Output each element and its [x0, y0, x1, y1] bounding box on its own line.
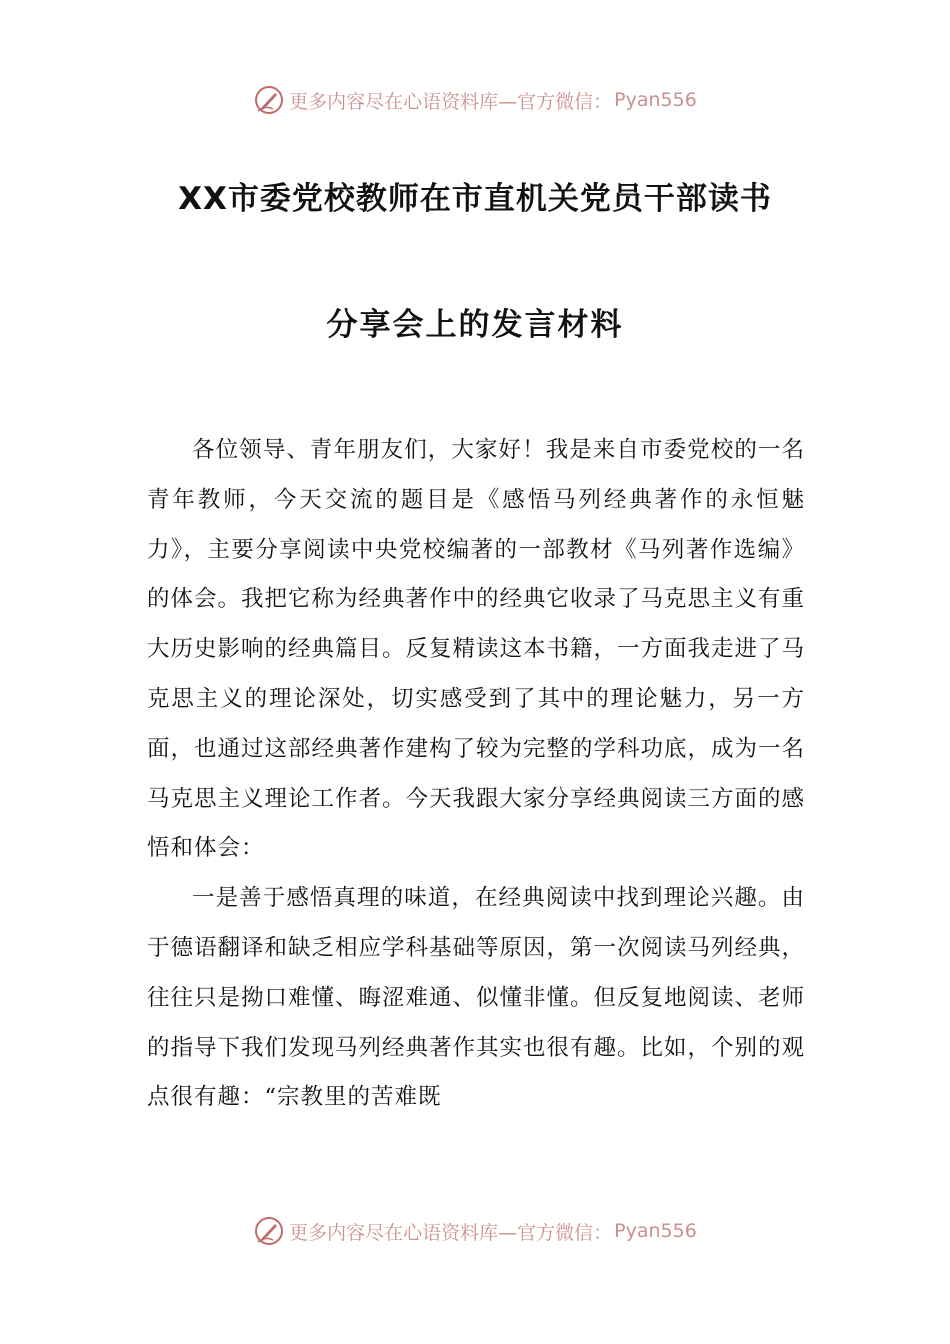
- watermark-text: 更多内容尽在心语资料库—官方微信：: [289, 90, 613, 113]
- watermark-wechat-id: Pyan556: [614, 1220, 697, 1242]
- pen-logo-icon: [253, 84, 285, 116]
- watermark-header: [0, 80, 950, 120]
- paragraph: 一是善于感悟真理的味道，在经典阅读中找到理论兴趣。由于德语翻译和缺乏相应学科基础等原因，第一次阅读马列经典，往往只是拗口难懂、晦涩难通、似懂非懂。但反复地阅读、老师的指导下我们发现马列经典著作其实也很有趣。比如，个别的观点很有趣：“宗教里的苦难既: [147, 885, 806, 1111]
- watermark-wechat-id: Pyan556: [614, 89, 697, 111]
- watermark-text: 更多内容尽在心语资料库—官方微信：: [289, 1221, 613, 1244]
- document-title-line-2: 分享会上的发言材料: [326, 307, 624, 343]
- document-title-line-1: XX市委党校教师在市直机关党员干部读书: [178, 181, 772, 217]
- pen-logo-icon: [253, 1215, 285, 1247]
- paragraph: 各位领导、青年朋友们，大家好！我是来自市委党校的一名青年教师，今天交流的题目是《感悟马列经典著作的永恒魅力》，主要分享阅读中央党校编著的一部教材《马列著作选编》的体会。我把它称为经典著作中的经典它收录了马克思主义有重大历史影响的经典篇目。反复精读这本书籍，一方面我走进了马克思主义的理论深处，切实感受到了其中的理论魅力，另一方面，也通过这部经典著作建构了较为完整的学科功底，成为一名马克思主义理论工作者。今天我跟大家分享经典阅读三方面的感悟和体会：: [147, 437, 806, 862]
- watermark-footer: [0, 1211, 950, 1251]
- document-body: [147, 426, 805, 1123]
